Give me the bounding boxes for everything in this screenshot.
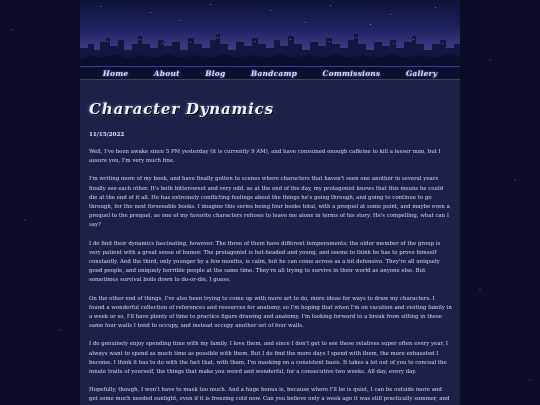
post-paragraph: I'm writing more of my book, and have finally gotten to scenes where characters that haven't seen one another in several years finally see each other. It's both bittersweet and very odd, as at the end of the day, my protagonist knows that this means he could die at the end of it all. He has extremely conflicting feelings about the things he's going through, and going to continue to go through, for the next forseeable books. I imagine this series being four books total, with a prequel at some point, and maybe even a prequel to the prequel, as one of my favorite characters refuses to leave me alone in terms of his story. He's compelling, what can I say? bbox=[89, 176, 450, 229]
post-paragraph: I do genuinely enjoy spending time with my family. I love them, and since I don't get to see these relatives super often every year, I always want to spend as much time as possible with them. But I do find the more days I spend with them, the more exhausted I become. I think it has to do with the fact that, with them, I'm masking on a consistent basis. It takes a lot out of you to conceal the innate traits of yourself, the things that make you weird and wonderful, for a consecutive two weeks. All day, every day. bbox=[89, 341, 448, 376]
header-banner bbox=[80, 0, 460, 66]
post-paragraph: Hopefully, though, I won't have to mask too much. And a huge bonus is, because where I'll be is quiet, I can be outside more and get some much needed sunlight, even if it is freezing cold now. Can you believe only a week ago it was still practically summer, and bbox=[89, 387, 450, 403]
post-paragraph: On the other end of things, I've also been trying to come up with more art to do, more ideas for ways to draw my characters. I found a wonderful collection of references and resources for anatomy, so I'm hoping that when I'm on vacation and visiting family in a week or so, I'll have plenty of time to practice figure drawing and anatomy. I'm looking forward to a break from sitting in these same four walls I tend to occupy, and instead occupy another set of four walls. bbox=[89, 295, 452, 330]
blog-post bbox=[80, 80, 460, 405]
main-navigation bbox=[80, 66, 460, 80]
post-date: 11/15/2022 bbox=[89, 132, 125, 138]
post-paragraph: Well, I've been awake since 5 PM yesterday (it is currently 9 AM), and have consumed enough caffeine to kill a lesser man, but I assure you, I'm very much fine. bbox=[89, 149, 441, 165]
post-paragraph: I do find their dynamics fascinating, however. The three of them have different temperaments; the older member of the group is very patient with a great sense of humor. The protagonist is hot-headed and young, and seems to think he has to prove himself constantly. And the third, only younger by a few months, is calm, but he can come across as a bit defensive. They're all uniquely good people, and uniquely horrible people at the same time. They're all trying to survive in their world as anyone else. But sometimes survival boils down to do-or-die, I guess. bbox=[89, 240, 441, 284]
nav-home-link[interactable]: Home bbox=[102, 68, 129, 78]
nav-bandcamp-link[interactable]: Bandcamp bbox=[250, 68, 298, 78]
city-skyline-banner-image bbox=[80, 0, 460, 66]
nav-blog-link[interactable]: Blog bbox=[205, 68, 226, 78]
nav-gallery-link[interactable]: Gallery bbox=[405, 68, 438, 78]
page-column bbox=[80, 0, 460, 405]
nav-commissions-link[interactable]: Commissions bbox=[322, 68, 381, 78]
post-title: Character Dynamics bbox=[89, 100, 274, 118]
nav-about-link[interactable]: About bbox=[153, 68, 180, 78]
